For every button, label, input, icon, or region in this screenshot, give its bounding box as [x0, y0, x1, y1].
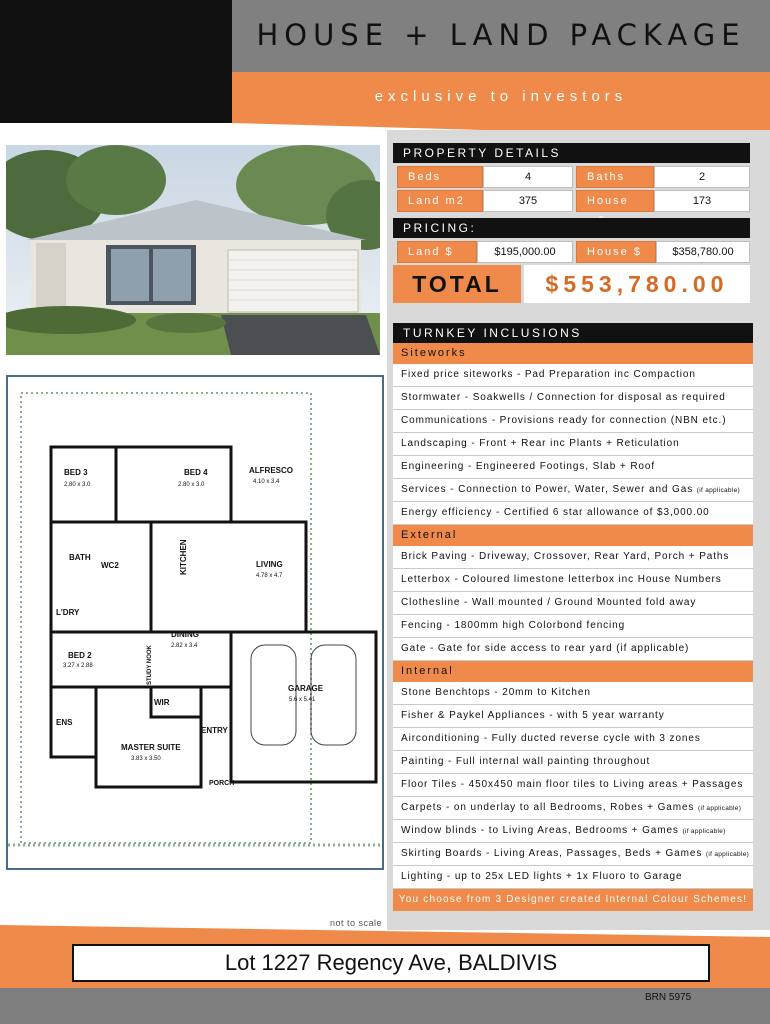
not-to-scale-note: not to scale	[330, 918, 383, 928]
beds-value: 4	[483, 166, 573, 188]
beds-label: Beds	[397, 166, 483, 188]
inclusions-section-heading: Siteworks	[393, 343, 753, 364]
inclusions-heading: TURNKEY INCLUSIONS	[393, 323, 753, 343]
inclusion-item-text: Letterbox - Coloured limestone letterbox inc House Numbers	[401, 574, 722, 585]
plan-dim-living: 4.78 x 4.7	[256, 573, 283, 579]
inclusion-item-text: Stormwater - Soakwells / Connection for disposal as required	[401, 392, 726, 403]
plan-label-alfresco: ALFRESCO	[249, 466, 293, 475]
inclusion-item-text: Brick Paving - Driveway, Crossover, Rear Yard, Porch + Paths	[401, 551, 730, 562]
inclusions-section-heading: Internal	[393, 661, 753, 682]
colour-schemes-note: You choose from 3 Designer created Internal Colour Schemes!	[393, 889, 753, 911]
inclusion-item	[393, 456, 753, 479]
total-value: $553,780.00	[524, 265, 750, 303]
plan-label-entry: ENTRY	[201, 726, 228, 735]
inclusion-item-text: Gate - Gate for side access to rear yard (if applicable)	[401, 643, 690, 654]
inclusion-item	[393, 820, 753, 843]
property-details-heading: PROPERTY DETAILS	[393, 143, 750, 163]
inclusion-item	[393, 592, 753, 615]
inclusion-item-text: Window blinds - to Living Areas, Bedrooms + Games	[401, 825, 679, 836]
plan-dim-master-suite: 3.83 x 3.50	[131, 756, 161, 762]
pricing-heading: PRICING:	[393, 218, 750, 238]
inclusion-item-text: Carpets - on underlay to all Bedrooms, Robes + Games	[401, 802, 695, 813]
plan-label-bed2: BED 2	[68, 651, 92, 660]
inclusion-item-text: Energy efficiency - Certified 6 star allowance of $3,000.00	[401, 507, 710, 518]
plan-label-study-nook: STUDY NOOK	[147, 645, 153, 685]
plan-dim-alfresco: 4.10 x 3.4	[253, 479, 280, 485]
property-address: Lot 1227 Regency Ave, BALDIVIS	[72, 944, 710, 982]
plan-label-bed3: BED 3	[64, 468, 88, 477]
inclusion-item	[393, 866, 753, 889]
plan-label-bed4: BED 4	[184, 468, 208, 477]
baths-label: Baths	[576, 166, 654, 188]
inclusion-item-note: (if applicable)	[705, 851, 750, 858]
plan-dim-garage: 5.6 x 5.41	[289, 697, 316, 703]
inclusion-item	[393, 410, 753, 433]
inclusion-item-text: Communications - Provisions ready for connection (NBN etc.)	[401, 415, 727, 426]
total-label: TOTAL	[393, 265, 521, 303]
plan-label-ens: ENS	[56, 718, 73, 727]
house-render-image	[6, 145, 380, 355]
plan-label-dining: DINING	[171, 630, 199, 639]
inclusion-item	[393, 751, 753, 774]
inclusion-item	[393, 479, 753, 502]
inclusion-item-text: Clothesline - Wall mounted / Ground Mounted fold away	[401, 597, 697, 608]
inclusion-item-text: Floor Tiles - 450x450 main floor tiles to Living areas + Passages	[401, 779, 744, 790]
plan-label-wc2: WC2	[101, 561, 119, 570]
plan-dim-bed3: 2.80 x 3.0	[64, 482, 91, 488]
plan-label-bath: BATH	[69, 553, 91, 562]
inclusion-item-text: Stone Benchtops - 20mm to Kitchen	[401, 687, 591, 698]
inclusion-item-text: Lighting - up to 25x LED lights + 1x Fluoro to Garage	[401, 871, 683, 882]
inclusion-item-text: Fencing - 1800mm high Colorbond fencing	[401, 620, 626, 631]
land-m2-value: 375	[483, 190, 573, 212]
inclusion-item	[393, 569, 753, 592]
house-m2-value: 173	[654, 190, 750, 212]
inclusion-item	[393, 638, 753, 661]
inclusion-item	[393, 774, 753, 797]
inclusion-item	[393, 728, 753, 751]
inclusion-item-text: Painting - Full internal wall painting throughout	[401, 756, 651, 767]
header-black-block	[0, 0, 232, 123]
house-m2-label: House	[576, 190, 654, 212]
plan-label-ldry: L'DRY	[56, 608, 80, 617]
inclusion-item-text: Skirting Boards - Living Areas, Passages, Beds + Games	[401, 848, 703, 859]
plan-label-kitchen: KITCHEN	[179, 539, 188, 575]
inclusion-item	[393, 387, 753, 410]
inclusion-item-text: Airconditioning - Fully ducted reverse cycle with 3 zones	[401, 733, 701, 744]
inclusions-sections	[393, 343, 753, 889]
plan-label-living: LIVING	[256, 560, 283, 569]
inclusion-item	[393, 433, 753, 456]
land-price-label: Land $	[397, 241, 477, 263]
inclusion-item-text: Fisher & Paykel Appliances - with 5 year warranty	[401, 710, 665, 721]
plan-label-wir: WIR	[154, 698, 170, 707]
inclusion-item	[393, 797, 753, 820]
plan-label-garage: GARAGE	[288, 684, 324, 693]
inclusions-panel	[393, 323, 753, 911]
inclusion-item-note: (if applicable)	[682, 828, 726, 835]
land-m2-label: Land m2	[397, 190, 483, 212]
inclusion-item-text: Landscaping - Front + Rear inc Plants + Reticulation	[401, 438, 680, 449]
inclusion-item-note: (if applicable)	[696, 487, 740, 494]
builder-registration-number: BRN 5975	[645, 992, 692, 1003]
inclusion-item-text: Engineering - Engineered Footings, Slab + Roof	[401, 461, 656, 472]
page-subtitle: exclusive to investors	[374, 88, 628, 105]
inclusion-item	[393, 615, 753, 638]
plan-dim-dining: 2.82 x 3.4	[171, 643, 198, 649]
inclusion-item	[393, 546, 753, 569]
inclusions-section-heading: External	[393, 525, 753, 546]
inclusion-item	[393, 705, 753, 728]
plan-dim-bed2: 3.27 x 2.88	[63, 663, 93, 669]
inclusion-item-text: Services - Connection to Power, Water, Sewer and Gas	[401, 484, 694, 495]
baths-value: 2	[654, 166, 750, 188]
floorplan-drawing	[6, 375, 384, 870]
house-price-label: House $	[576, 241, 656, 263]
inclusion-item	[393, 682, 753, 705]
inclusion-item	[393, 843, 753, 866]
plan-label-porch: PORCH	[209, 780, 235, 787]
inclusion-item-text: Fixed price siteworks - Pad Preparation inc Compaction	[401, 369, 696, 380]
house-price-value: $358,780.00	[656, 241, 750, 263]
plan-dim-bed4: 2.80 x 3.0	[178, 482, 205, 488]
inclusion-item-note: (if applicable)	[698, 805, 742, 812]
land-price-value: $195,000.00	[477, 241, 573, 263]
plan-label-master-suite: MASTER SUITE	[121, 743, 181, 752]
inclusion-item	[393, 502, 753, 525]
inclusion-item	[393, 364, 753, 387]
page-title: HOUSE + LAND PACKAGE	[256, 18, 746, 52]
